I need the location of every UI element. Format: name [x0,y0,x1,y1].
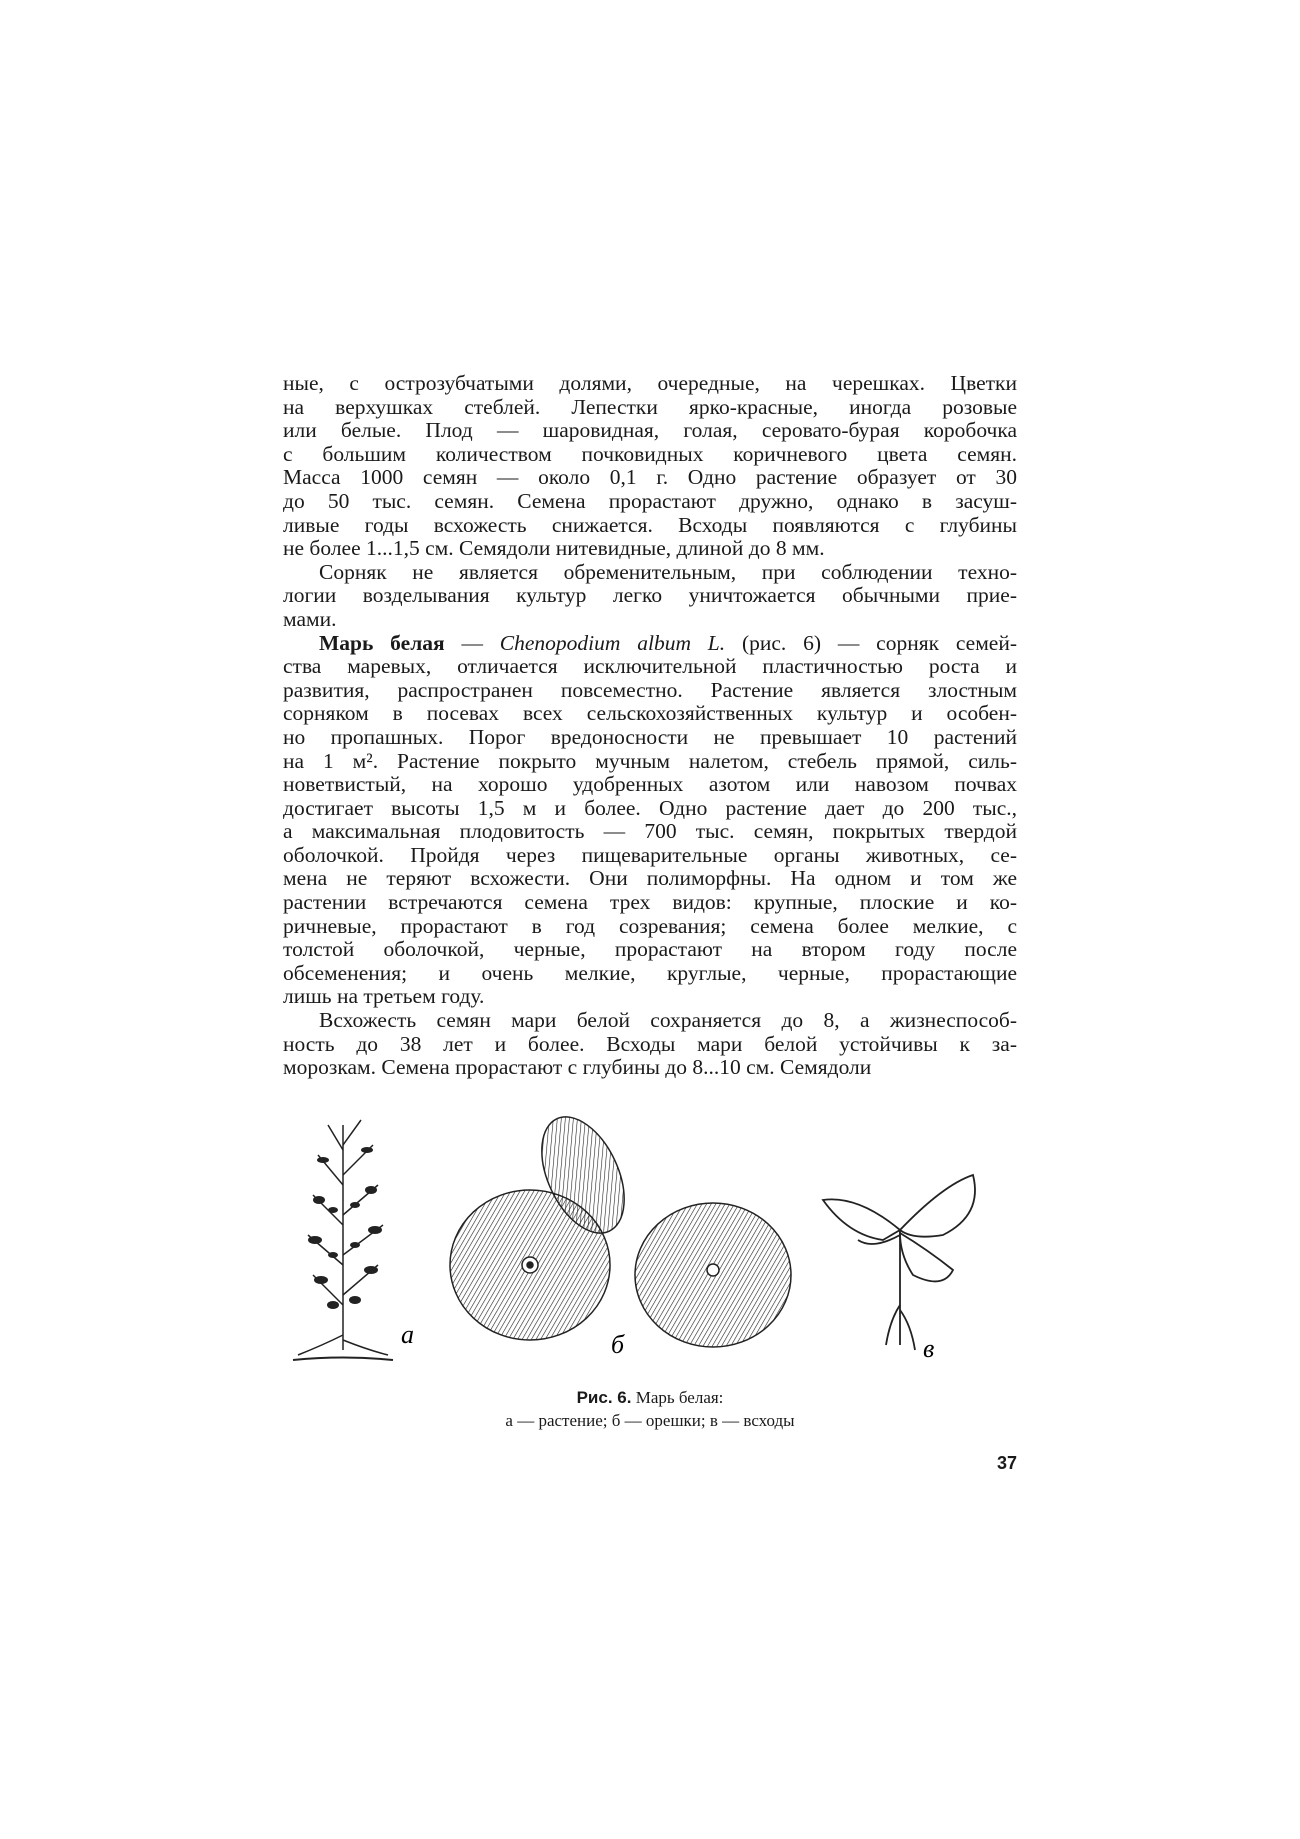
paragraph-4-line: Всхожесть семян мари белой сохраняется до 8, а жизнеспособ- [319,1008,1017,1033]
seeds-illustration [450,1105,791,1347]
latin-name: Chenopodium album L. [499,630,726,655]
figure-caption-line1 [283,1388,1017,1408]
paragraph-2 [283,561,1017,632]
label-a: а [401,1320,414,1349]
paragraph-1-line: на верхушках стеблей. Лепестки ярко-красные, иногда розовые [283,394,1017,419]
dash: — [444,630,500,655]
paragraph-3-line: а максимальная плодовитость — 700 тыс. семян, покрытых твердой [283,819,1017,844]
paragraph-1-line: Масса 1000 семян — около 0,1 г. Одно растение образует от 30 [283,465,1017,490]
paragraph-3-line: толстой оболочкой, черные, прорастают на втором году после [283,937,1017,962]
figure-caption-line2: а — растение; б — орешки; в — всходы [505,1411,795,1430]
paragraph-1-line: ливые годы всхожесть снижается. Всходы появляются с глубины [283,512,1017,537]
term-mar-belaya: Марь белая [319,630,445,655]
first-line-rest: (рис. 6) — сорняк семей- [725,630,1018,655]
paragraph-3-line: ства маревых, отличается исключительной пластичностью роста и [283,654,1017,679]
paragraph-4 [283,1009,1017,1080]
paragraph-4-line: морозкам. Семена прорастают с глубины до 8...10 см. Семядоли [283,1055,872,1080]
label-v: в [923,1334,935,1363]
paragraph-1 [283,372,1017,561]
paragraph-2-line: логии возделывания культур легко уничтожается обычными прие- [283,583,1017,608]
caption-fig-label: Рис. 6. [576,1388,632,1407]
paragraph-1-line: до 50 тыс. семян. Семена прорастают дружно, однако в засуш- [283,488,1017,513]
seedling-illustration [823,1175,975,1350]
caption-title: Марь белая: [635,1388,724,1407]
body-text [283,372,1017,1080]
page-number: 37 [996,1453,1017,1473]
paragraph-2-line: Сорняк не является обременительным, при соблюдении техно- [319,559,1017,584]
paragraph-1-line: с большим количеством почковидных коричневого цвета семян. [283,441,1017,466]
paragraph-1-line: ные, с острозубчатыми долями, очередные, на черешках. Цветки [283,371,1017,395]
paragraph-3-line: новетвистый, на хорошо удобренных азотом или навозом почвах [283,772,1017,797]
paragraph-3 [283,632,1017,1010]
paragraph-3-line: лишь на третьем году. [283,984,485,1009]
paragraph-3-line: достигает высоты 1,5 м и более. Одно растение дает до 200 тыс., [283,795,1017,820]
paragraph-3-line: развития, распространен повсеместно. Растение является злостным [283,677,1017,702]
seed-large-right [635,1203,791,1347]
paragraph-3-line: но пропашных. Порог вредоносности не превышает 10 растений [283,724,1017,749]
paragraph-3-line: мена не теряют всхожести. Они полиморфны. На одном и том же [283,866,1017,891]
paragraph-1-line: не более 1...1,5 см. Семядоли нитевидные, длиной до 8 мм. [283,536,825,561]
paragraph-3-first-line [283,632,1017,656]
paragraph-3-line: растении встречаются семена трех видов: крупные, плоские и ко- [283,890,1017,915]
plant-illustration [293,1120,393,1360]
paragraph-3-line: обсеменения; и очень мелкие, круглые, черные, прорастающие [283,960,1017,985]
paragraph-1-line: или белые. Плод — шаровидная, голая, серовато-бурая коробочка [283,418,1017,443]
paragraph-3-line: ричневые, прорастают в год созревания; семена более мелкие, с [283,913,1017,938]
paragraph-4-line: ность до 38 лет и более. Всходы мари белой устойчивы к за- [283,1031,1017,1056]
paragraph-3-line: сорняком в посевах всех сельскохозяйственных культур и особен- [283,701,1017,726]
label-b: б [611,1330,625,1359]
paragraph-3-line: на 1 м². Растение покрыто мучным налетом, стебель прямой, силь- [283,748,1017,773]
figure-mar-belaya [283,1105,1017,1375]
paragraph-2-line: мами. [283,606,337,631]
paragraph-3-line: оболочкой. Пройдя через пищеварительные органы животных, се- [283,842,1017,867]
